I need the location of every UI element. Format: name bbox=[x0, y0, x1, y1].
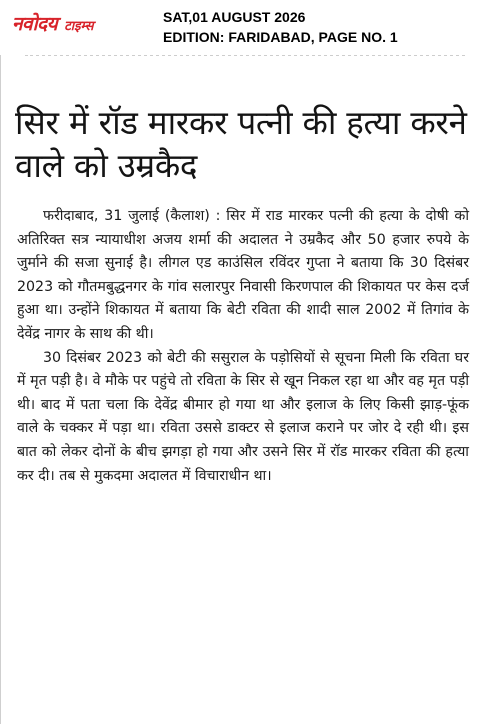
news-clipping bbox=[0, 55, 483, 724]
logo-sub-text: टाइम्स bbox=[64, 19, 94, 34]
article-body bbox=[17, 205, 469, 488]
paragraph-1-text: सिर में राड मारकर पत्नी की हत्या के दोषी को अतिरिक्त सत्र न्यायाधीश अजय शर्मा की अदालत ने उम्रकैद और 50 हजार रुपये के जुर्माने की सजा सुनाई है। लीगल एड काउंसिल रविंदर गुप्ता ने बताया कि 30 दिसंबर 2023 को गौतमबुद्धनगर के गांव सलारपुर निवासी किरणपाल की शिकायत पर केस दर्ज हुआ था। उन्होंने शिकायत में बताया कि बेटी रविता की शादी साल 2002 में तिगांव के देवेंद्र नागर के साथ की थी। bbox=[17, 208, 469, 342]
cropped-text-remnant bbox=[25, 55, 465, 66]
newspaper-logo[interactable] bbox=[12, 10, 94, 36]
article-paragraph bbox=[17, 205, 469, 347]
masthead-bar bbox=[0, 0, 483, 50]
article-paragraph: 30 दिसंबर 2023 को बेटी की ससुराल के पड़ोसियों से सूचना मिली कि रविता घर में मृत पड़ी है। वे मौके पर पहुंचे तो रविता के सिर से खून निकल रहा था और वह मृत पड़ी थी। बाद में पता चला कि देवेंद्र बीमार हो गया था और इलाज के लिए किसी झाड़-फूंक वाले के चक्कर में पड़ा था। रविता उससे डाक्टर से इलाज कराने पर जोर दे रही थी। इस बात को लेकर दोनों के बीच झगड़ा हो गया और उसने सिर में रॉड मारकर रविता की हत्या कर दी। तब से मुकदमा अदालत में विचाराधीन था। bbox=[17, 349, 469, 484]
article-byline: फरीदाबाद, 31 जुलाई (कैलाश) : bbox=[43, 208, 221, 224]
edition-date: SAT,01 AUGUST 2026 bbox=[163, 9, 306, 25]
article-headline: सिर में रॉड मारकर पत्नी की हत्या करने वाले को उम्रकैद bbox=[15, 103, 467, 185]
logo-main-text: नवोदय bbox=[12, 13, 58, 35]
edition-page-info: EDITION: FARIDABAD, PAGE NO. 1 bbox=[163, 29, 398, 45]
